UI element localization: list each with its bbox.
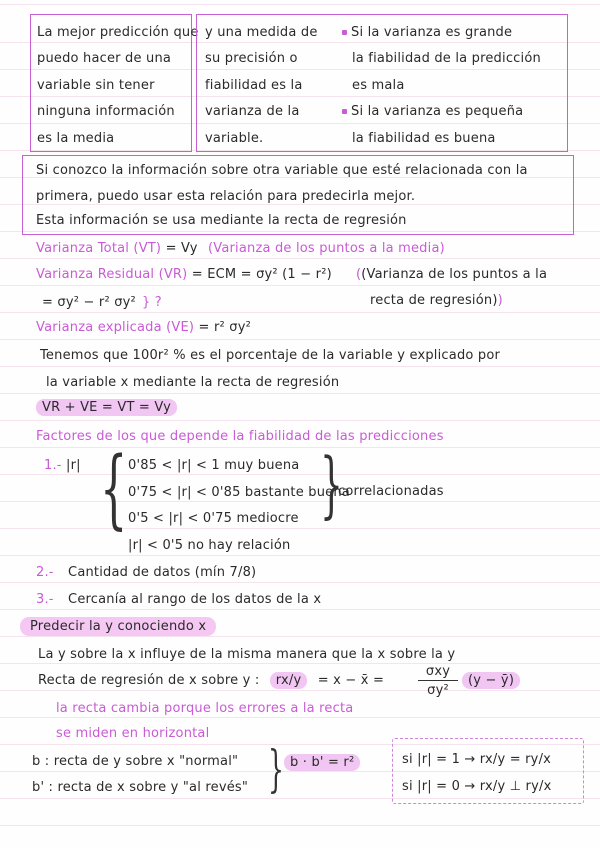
box2-right-line: la fiabilidad de la predicción xyxy=(352,51,541,66)
varianza-total-eq: = Vy xyxy=(165,241,198,256)
box2-right-line: es mala xyxy=(352,78,405,93)
cases-box xyxy=(392,738,584,804)
box1-line: variable sin tener xyxy=(37,78,155,93)
bullet-icon xyxy=(342,109,347,114)
left-brace: { xyxy=(100,439,128,539)
recta-lhs: rx/y xyxy=(270,672,308,689)
predecir-line: La y sobre la x influye de la misma manera que la x sobre la y xyxy=(38,647,456,662)
box1-line: La mejor predicción que xyxy=(37,25,199,40)
varianza-total-line xyxy=(36,241,445,256)
factor1-row: 0'5 < |r| < 0'75 mediocre xyxy=(128,511,299,526)
b-line: b' : recta de x sobre y "al revés" xyxy=(32,780,249,795)
box2-line: y una medida de xyxy=(205,25,318,40)
bb-equation: b · b' = r² xyxy=(284,755,360,770)
varianza-explicada-label: Varianza explicada (VE) xyxy=(36,320,195,335)
box2-right-line: la fiabilidad es buena xyxy=(352,131,496,146)
right-brace: } xyxy=(320,442,343,526)
recta-tail: (y − ȳ) xyxy=(462,673,520,688)
box3-line: Esta información se usa mediante la recta de regresión xyxy=(36,213,407,228)
box1-line: es la media xyxy=(37,131,115,146)
box2-right-line: Si la varianza es pequeña xyxy=(342,104,523,119)
box2-line: su precisión o xyxy=(205,51,298,66)
tenemos-line: la variable x mediante la recta de regresión xyxy=(46,375,340,390)
factor1-row: |r| < 0'5 no hay relación xyxy=(128,538,291,553)
factor1-row: 0'85 < |r| < 1 muy buena xyxy=(128,458,300,473)
bullet-icon xyxy=(342,30,347,35)
factor1-num: 1.- |r| xyxy=(44,458,81,473)
varianza-explicada-eq: = r² σy² xyxy=(198,320,252,335)
varianza-total-label: Varianza Total (VT) xyxy=(36,241,162,256)
box1-line: puedo hacer de una xyxy=(37,51,172,66)
box3-line: Si conozco la información sobre otra variable que esté relacionada con la xyxy=(36,163,528,178)
note-pink-line: se miden en horizontal xyxy=(56,726,210,741)
predecir-title: Predecir la y conociendo x xyxy=(20,619,216,634)
factores-title: Factores de los que depende la fiabilidad de las predicciones xyxy=(36,429,444,444)
varianza-residual-label: Varianza Residual (VR) xyxy=(36,267,188,282)
box2-line: fiabilidad es la xyxy=(205,78,303,93)
factor1-side: correlacionadas xyxy=(338,484,444,499)
tenemos-line: Tenemos que 100r² % es el porcentaje de la variable y explicado por xyxy=(40,348,501,363)
recta-fraction: σxy σy² xyxy=(418,664,458,698)
recta-line: Recta de regresión de x sobre y : rx/y = x − x̄ = xyxy=(38,673,385,688)
varianza-residual-note: ((Varianza de los puntos a la xyxy=(356,267,548,282)
case-line: si |r| = 0 → rx/y ⊥ ry/x xyxy=(402,779,552,794)
box2-line: varianza de la xyxy=(205,104,300,119)
b-line: b : recta de y sobre x "normal" xyxy=(32,754,239,769)
varianza-residual-note2: recta de regresión)) xyxy=(370,293,503,308)
factor2: 2.- Cantidad de datos (mín 7/8) xyxy=(36,565,257,580)
varianza-total-note: (Varianza de los puntos a la media) xyxy=(207,241,445,256)
right-brace: } xyxy=(268,740,284,798)
varianza-residual-line xyxy=(36,267,332,282)
case-line: si |r| = 1 → rx/y = ry/x xyxy=(402,752,552,767)
box2-right-line: Si la varianza es grande xyxy=(342,25,512,40)
note-pink-line: la recta cambia porque los errores a la recta xyxy=(56,701,354,716)
varianza-explicada-line xyxy=(36,320,251,335)
box3-line: primera, puedo usar esta relación para predecirla mejor. xyxy=(36,189,416,204)
box1-line: ninguna información xyxy=(37,104,175,119)
sum-equation: VR + VE = VT = Vy xyxy=(36,400,177,415)
box2-line: variable. xyxy=(205,131,264,146)
factor3: 3.- Cercanía al rango de los datos de la x xyxy=(36,592,322,607)
varianza-residual-eq: = ECM = σy² (1 − r²) xyxy=(191,267,332,282)
factor1-row: 0'75 < |r| < 0'85 bastante buena xyxy=(128,485,350,500)
varianza-residual-eq2: = σy² − r² σy² } ? xyxy=(42,295,162,310)
